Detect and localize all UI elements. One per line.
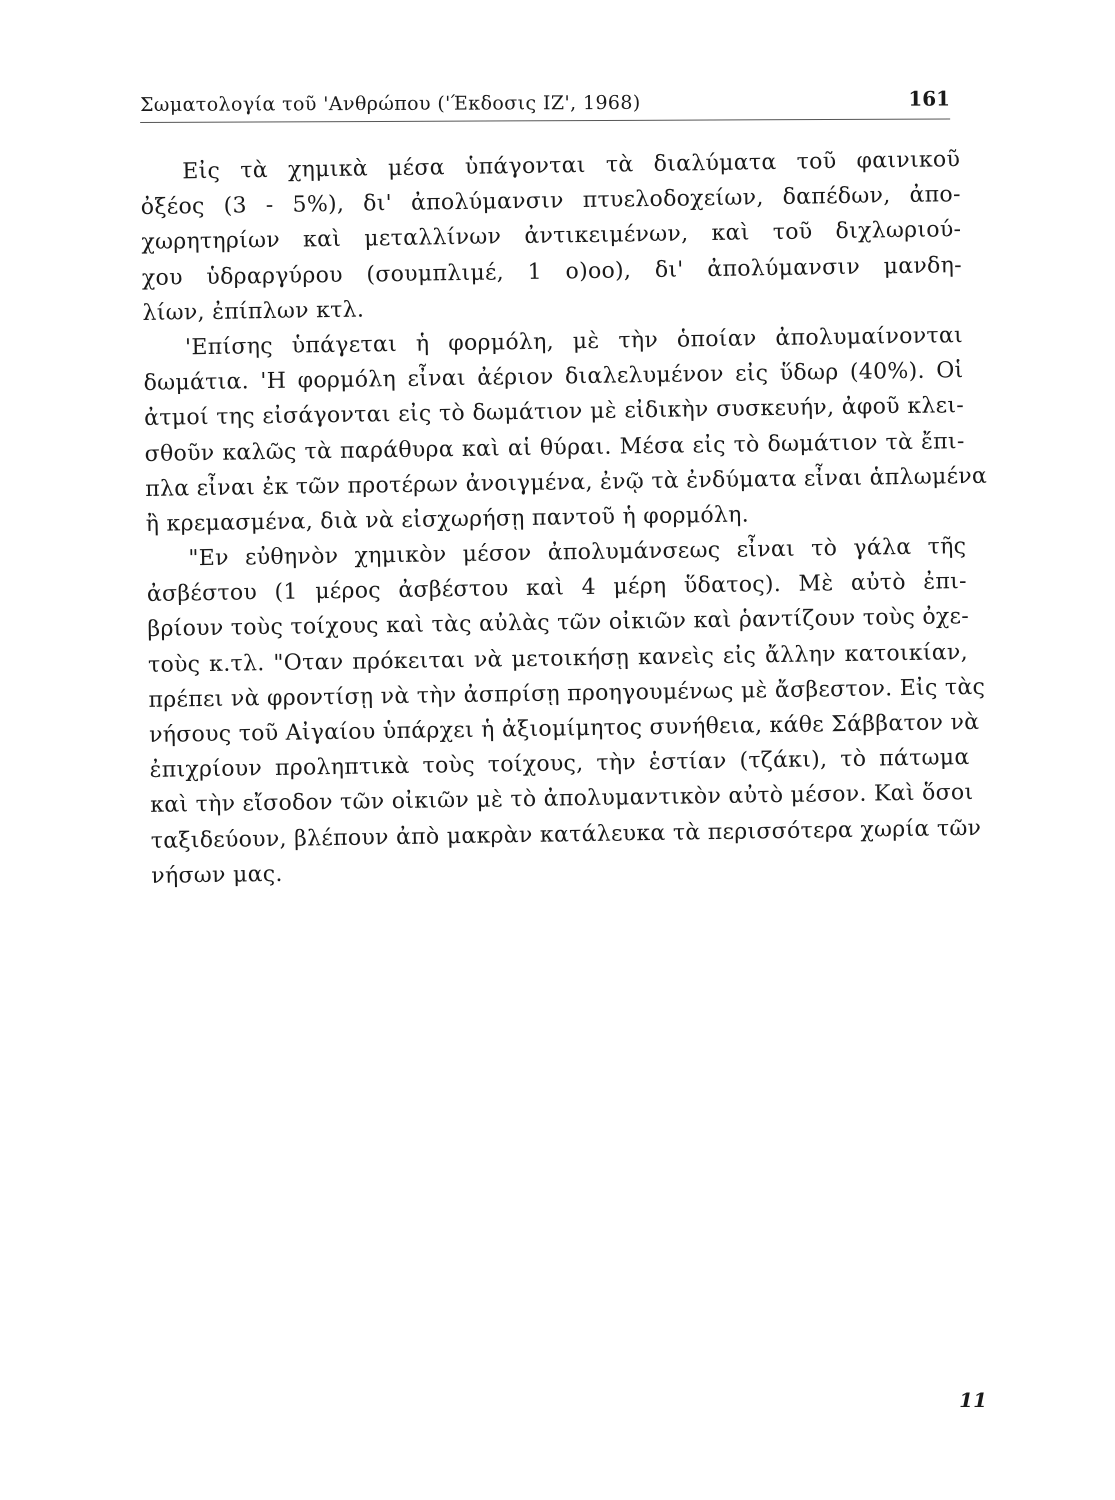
text-line: ἀσβέστου (1 μέρος ἀσβέστου καὶ 4 μέρη ὕδατος). Μὲ αὐτὸ ἐπι- xyxy=(146,569,968,608)
text-line: ἢ κρεμασμένα, διὰ νὰ εἰσχωρήσῃ παντοῦ ἡ φορμόλη. xyxy=(145,502,750,537)
text-line: χου ὑδραργύρου (σουμπλιμέ, 1 ο)οο), δι' ἀπολύμανσιν μανδη- xyxy=(141,252,963,291)
text-line: χωρητηρίων καὶ μεταλλίνων ἀντικειμένων, καὶ τοῦ διχλωριού- xyxy=(141,217,962,256)
text-line: καὶ τὴν εἴσοδον τῶν οἰκιῶν μὲ τὸ ἀπολυμαντικὸν αὐτὸ μέσον. Καὶ ὅσοι xyxy=(150,780,974,819)
text-line: σθοῦν καλῶς τὰ παράθυρα καὶ αἱ θύραι. Μέσα εἰς τὸ δωμάτιον τὰ ἔπι- xyxy=(144,428,965,467)
text-line: ταξιδεύουν, βλέπουν ἀπὸ μακρὰν κατάλευκα τὰ περισσότερα χωρία τῶν xyxy=(150,815,982,854)
body-text xyxy=(140,142,988,894)
text-line: τοὺς κ.τλ. "Οταν πρόκειται νὰ μετοικήσῃ κανεὶς εἰς ἄλλην κατοικίαν, xyxy=(147,639,969,678)
text-line: πρέπει νὰ φροντίσῃ νὰ τὴν ἀσπρίσῃ προηγουμένως μὲ ἄσβεστον. Εἰς τὰς xyxy=(148,674,986,713)
text-line: πλα εἶναι ἐκ τῶν προτέρων ἀνοιγμένα, ἐνῷ τὰ ἐνδύματα εἶναι ἁπλωμένα xyxy=(145,463,988,502)
text-line: δωμάτια. 'Η φορμόλη εἶναι ἀέριον διαλελυμένον εἰς ὕδωρ (40%). Οἱ xyxy=(143,358,964,397)
paragraph-first-line: 'Επίσης ὑπάγεται ἡ φορμόλη, μὲ τὴν ὁποίαν ἀπολυμαίνονται xyxy=(184,323,964,361)
running-head xyxy=(140,84,950,123)
text-line: ὀξέος (3 - 5%), δι' ἀπολύμανσιν πτυελοδοχείων, δαπέδων, ἀπο- xyxy=(140,182,961,221)
text-line: ἐπιχρίουν προληπτικὰ τοὺς τοίχους, τὴν ἑστίαν (τζάκι), τὸ πάτωμα xyxy=(149,745,970,784)
page-number: 161 xyxy=(908,86,951,111)
paragraph-first-line: Εἰς τὰ χημικὰ μέσα ὑπάγονται τὰ διαλύματα τοῦ φαινικοῦ xyxy=(182,147,961,185)
text-line: νήσους τοῦ Αἰγαίου ὑπάρχει ἡ ἀξιομίμητος συνήθεια, κάθε Σάββατον νὰ xyxy=(148,709,980,748)
text-line: βρίουν τοὺς τοίχους καὶ τὰς αὐλὰς τῶν οἰκιῶν καὶ ῥαντίζουν τοὺς ὀχε- xyxy=(147,604,970,643)
text-line: νήσων μας. xyxy=(151,861,283,889)
text-line: ἀτμοί της εἰσάγονται εἰς τὸ δωμάτιον μὲ εἰδικὴν συσκευήν, ἀφοῦ κλει- xyxy=(143,393,965,432)
running-head-title: Σωματολογία τοῦ 'Ανθρώπου ('Έκδοσις ΙΖ', 1968) xyxy=(140,91,641,116)
paragraph-first-line: "Εν εὐθηνὸν χημικὸν μέσον ἀπολυμάνσεως εἶναι τὸ γάλα τῆς xyxy=(188,534,967,572)
signature-number: 11 xyxy=(959,1388,987,1412)
text-line: λίων, ἐπίπλων κτλ. xyxy=(142,297,365,326)
